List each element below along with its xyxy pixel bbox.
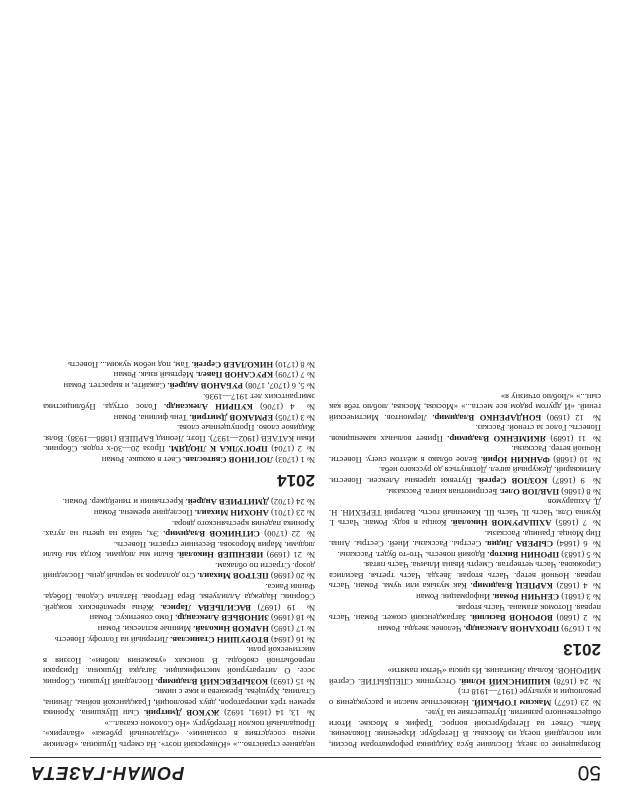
header-rule (30, 757, 601, 758)
entry-author: ДМИТРИЕВ Андрей. (185, 497, 269, 508)
entry-text: Там, под небом чужим... Повесть (68, 359, 190, 370)
entry-author: ИВЕНШЕВ Николай. (177, 550, 264, 561)
catalog-entry (43, 423, 315, 455)
entries-2014 (43, 359, 315, 464)
right-column (43, 10, 315, 750)
entry-text: Жёны кремлёвских вождей. Сборник. Надежда Аллилуева. Вера Петрова. Наталья Седова. Победа. Фанни Раиса. (43, 581, 315, 613)
catalog-entry (43, 507, 315, 518)
entry-text: Лермонтов. Мистический гений. «И другом рядом все места...» «Москва, Москва, люблю тебя как сын...» «Люблю отчизну я» (329, 391, 601, 423)
entry-text: Отступник СПЕЦБЫТИЕ. Сергей МИРОНОВ. Кольца Лизитания. Из цикла «Четки памяти» (329, 666, 601, 687)
entry-author: ВТОРУШИН Станислав. (170, 634, 269, 645)
catalog-entry (329, 391, 601, 423)
entry-number: № 20 (1698) (270, 571, 315, 582)
catalog-entry (43, 359, 315, 370)
catalog-entry (329, 423, 601, 444)
catalog-entry (329, 465, 601, 486)
entry-text: Были мы людьми. Когда мы были людьми. Мария Морозова. Весенние страсти. Повесть. (43, 539, 315, 561)
entry-text: Как музыка или чума. Роман. Часть первая. Ночной ветер. Часть вторая. Звезда. Часть третья. Василиса Сирожкова. Часть четвертая. Смерть Ивана Ильича. Часть пятая. (329, 560, 601, 592)
catalog-entry (43, 581, 315, 613)
entry-author: КОЗЛОВ Сергей. (476, 475, 548, 486)
catalog-entry (43, 539, 315, 560)
entry-number: № 12 (1690) (546, 412, 601, 423)
entry-number: № 7 (1709) (275, 370, 315, 381)
left-entries (329, 666, 601, 708)
entry-text: Привет вольных каменщиков. Повесть. Голос за стеной. Рассказ. (329, 423, 601, 444)
entry-text: Литерный на Голгофу. Повесть (54, 634, 169, 645)
entry-number: № 16 (1694) (270, 634, 315, 645)
entry-number: № 2 (1704) (271, 444, 315, 455)
entry-text: Проза 20—30-х годов. Сборник. Иван КАТАЕВ (1902—1937). Поэт. Леонид БАРШЕВ (1888—1938). Воля. Жидивое слово. Пропущенные слова. (43, 423, 315, 455)
catalog-entry (43, 613, 315, 624)
catalog-entry (43, 370, 315, 381)
entry-author: ПРОНИН Виктор. (487, 549, 560, 560)
entry-author: ВАСИЛЬЕВА Лариса. (160, 602, 251, 613)
entry-author: ПРОГУЛКА К ЛЮДЯМ. (168, 444, 268, 455)
entry-author: СИТНИКОВ Владимир. (163, 529, 260, 540)
entry-number: № 1 (1703) (275, 454, 315, 465)
catalog-entry (43, 381, 315, 392)
entry-number: № 15 (1693) (270, 676, 315, 687)
entry-author: Максим ГОРЬКИЙ. (471, 697, 552, 708)
entry-number: № 22 (1700) (264, 529, 315, 540)
entry-number: № 8 (1686) (561, 486, 601, 497)
year-heading-2014: 2014 (277, 470, 315, 490)
entry-number: № 13, 14 (1691, 1692) (224, 708, 315, 719)
catalog-entry (329, 591, 601, 602)
page-header (30, 756, 601, 786)
entry-number: № 21 (1699) (266, 550, 315, 561)
catalog-entry (43, 645, 315, 687)
entry-author: ФАНКИН Юрий. (480, 454, 550, 465)
entry-number: № 5, 6 (1707, 1708) (245, 381, 315, 392)
entry-author: СЕНЧИН Роман. (492, 591, 560, 602)
catalog-entry (43, 623, 315, 634)
right-entries (43, 497, 315, 718)
entry-number: № 9 (1687) (552, 475, 601, 486)
entry-number: № 18 (1696) (270, 613, 315, 624)
entry-text: Бесприютная книга. Рассказы. (386, 486, 498, 497)
catalog-entry (43, 497, 315, 508)
entry-author: СЫРЕВА Лидия. (484, 539, 554, 550)
entry-author: ЖУКОВ Дмитрий. (143, 708, 220, 719)
entry-number: № 24 (1702) (270, 497, 315, 508)
catalog-entry (329, 666, 601, 687)
page-number: 50 (577, 761, 601, 784)
right-intro: недавнее странство...» «Юнкерский поэт». На смерть Пушкина. «Великие имена соседствия в сознании». «Отдаленный рубежа» «Валерик». Прощальный поклон Петербургу. «Но Соломон сказал...» (43, 718, 315, 750)
catalog-entry (329, 444, 601, 465)
entry-author: ПРОХАНОВ Александр. (463, 623, 560, 634)
entry-author: ПЕТРОВ Михаил. (197, 571, 269, 582)
left-column (329, 10, 601, 750)
entry-author: РУБАНОВ Андрей. (167, 381, 244, 392)
entry-number: № 23 (1701) (270, 507, 315, 518)
catalog-entry (43, 634, 315, 645)
entry-number: № 1 (1679) (561, 623, 601, 634)
entry-number: № 2 (1680) (556, 613, 601, 624)
entry-number: № 5 (1683) (561, 549, 601, 560)
entry-number: № 7 (1685) (555, 518, 601, 529)
entry-author: КОЗЫРЕВСКИЙ Владимир. (155, 676, 269, 687)
entry-number: № 24 (1678) (553, 676, 601, 687)
catalog-entry (329, 560, 601, 592)
entry-text: Эх, чайка на цветы на лугах. Хроника падения крестьянского двора. (43, 518, 315, 540)
entry-author: АНОХИН Михаил. (194, 507, 269, 518)
entries-2013 (329, 391, 601, 634)
entry-number: № 17 (1695) (270, 623, 315, 634)
catalog-entry (43, 454, 315, 465)
catalog-entry (329, 486, 601, 497)
entry-author: ВОРОНОВ Василий. (470, 613, 553, 624)
entry-author: ЛОГИНОВ Святослав. (183, 454, 274, 465)
catalog-entry (329, 497, 601, 529)
catalog-entry (43, 518, 315, 539)
catalog-entry (43, 412, 315, 423)
entry-text: Человек звезды. Роман (377, 623, 462, 634)
catalog-entry (329, 687, 601, 708)
entry-author: ПАВЛОВ Олег. (499, 486, 560, 497)
entry-text: Сажайте, и вырастет. Роман (63, 381, 166, 392)
entry-text: Информация. Роман (416, 591, 491, 602)
entry-author: ЯКИМЕНКО Владимир. (447, 433, 546, 444)
entry-text: Последние времена. Роман (93, 507, 193, 518)
entry-text: Сестры. Рассказы. Иней. Сестры. Анна. Пир Монца. Граница. Рассказы. (329, 528, 601, 550)
entry-author: КИШИНСКИЙ Юлий. (459, 676, 551, 687)
entry-author: ЗИНОВЬЕВ Александр. (175, 613, 269, 624)
entry-author: КРУСАНОВ Павел. (195, 370, 274, 381)
entry-number: № 3 (1681) (561, 591, 601, 602)
entry-author: БОНДАРЕНКО Владимир. (432, 412, 542, 423)
entry-number: № 4 (1682) (556, 581, 601, 592)
entry-text: Крестьянин и тинейджер. Роман. (62, 497, 184, 508)
entry-number: № 3 (1705) (275, 412, 315, 423)
entry-number: № 11 (1689) (550, 433, 601, 444)
catalog-entry (329, 549, 601, 560)
entry-author: АХШАРУМОВ Николай. (450, 518, 552, 529)
entry-number: № 6 (1684) (556, 539, 601, 550)
catalog-entry (43, 687, 315, 719)
entry-author: ЕРМАКОВ Дмитрий. (189, 412, 274, 423)
catalog-entry (329, 623, 601, 634)
entry-text: Загражденский сюжет. Роман. Часть первая. Потомок атамана. Часть вторая. (329, 602, 601, 624)
entry-text: Голос оттуда. Публицистика эмигрантских лет 1917—1936. (43, 391, 315, 413)
entry-author: КУПРИН Александр. (163, 402, 253, 413)
entry-text: Путевки царевны Алексеи. Повести. Антикварий. Дежурный ангел. Дотянуться до русского неба. (329, 465, 601, 486)
entry-text: Сто долларов за черный день. Последний дозор. Страсти по облакам. (43, 560, 315, 582)
entry-text: Гомо советикус. Роман (89, 613, 174, 624)
entry-number: № 19 (1697) (257, 602, 315, 613)
entry-author: НАРКОВ Николай. (193, 623, 269, 634)
entry-author: НИКОЛАЕВ Сергей. (191, 359, 274, 370)
entry-text: Минные всплески. Роман (97, 623, 192, 634)
catalog-entry (329, 528, 601, 549)
entry-text: Тень филина. Роман (113, 412, 188, 423)
entry-number: № 4 (1706) (260, 402, 315, 413)
magazine-title: РОМАН-ГАЗЕТА (30, 763, 185, 783)
entry-text: Мёртвый язык. Роман (113, 370, 194, 381)
entry-number: № 8 (1710) (275, 359, 315, 370)
entry-text: Вдовий повесть. Что-то будет. Рассказы. (337, 549, 486, 560)
catalog-entry (329, 602, 601, 623)
catalog-entry (43, 560, 315, 581)
left-intro: Возвращение со звезд. Послание Буса Хиддинка реформаторам России, или последний поезд из Москвы. В Петербург. Изречения. Поколения. Мать. Ответ на Петербургский вопрос. Трафик в Москве. Итоги общественного развития. Путешествие на Туле. (329, 708, 601, 750)
entry-text: Неизвестные мысли и рассуждения о революции и культуре (1917—1918 гг.) (329, 687, 601, 708)
entry-text: Белое облако в жёлтом снегу. Повести. Ночной ветер. Рассказы. (329, 444, 601, 465)
catalog-entry (43, 391, 315, 412)
entry-text: Сын Шукшина. Хроника времен трёх императоров, двух революций, Гражданской войны, Ленина, Сталина, Хрущёва, Брежнева и иже с ними. (43, 687, 315, 719)
entry-text: Свет в окошке. Роман (101, 454, 181, 465)
entry-text: Последний Пушкин. Сборник эссе. О литературной мистификации. Загадка Пушкина. Призраки первобытной свободы. В поисках «уважения любви». Поэзия в мистической роли. (43, 645, 315, 687)
entry-author: КАРПЕЦ Владимир. (470, 581, 553, 592)
entry-text: Концы в воду. Роман. Часть I. Кузина Оля. Часть II. Часть III. Каменный гость. Валерий ТЕРЕХИН. Н. Д. Ахшарумов (329, 497, 601, 529)
entry-number: № 23 (1677) (554, 697, 601, 708)
year-heading-2013: 2013 (563, 639, 601, 659)
entry-number: № 10 (1688) (553, 454, 601, 465)
